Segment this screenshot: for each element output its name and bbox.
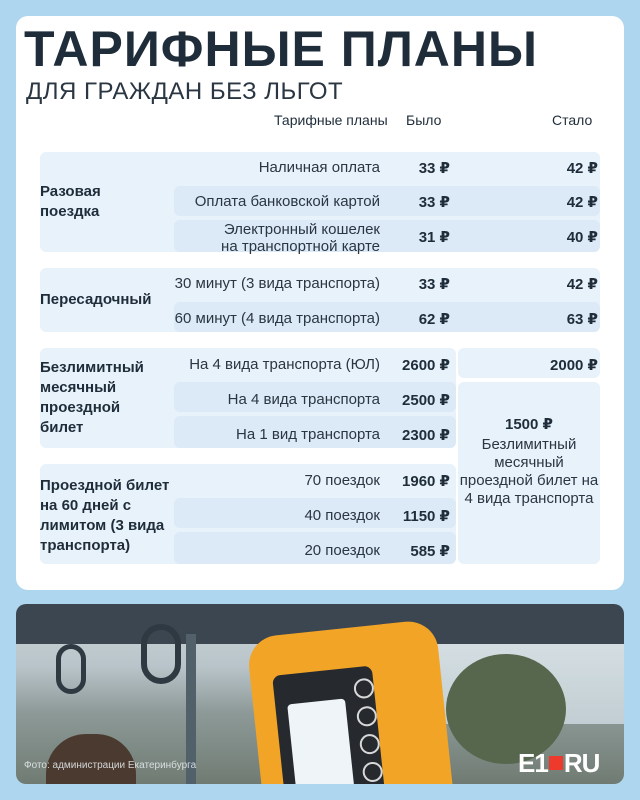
row-was: 33 ₽ <box>418 160 450 177</box>
row-was: 31 ₽ <box>418 229 450 246</box>
handle-icon <box>56 644 86 694</box>
handle-icon <box>141 624 181 684</box>
row-name: Электронный кошелек на транспортной карте <box>221 221 380 255</box>
row-name: 40 поездок <box>304 507 380 524</box>
row-was: 62 ₽ <box>418 311 450 328</box>
col-header-plans: Тарифные планы <box>274 112 388 128</box>
row-was: 1150 ₽ <box>402 508 450 525</box>
merged-now-text <box>458 416 600 508</box>
row-name: 70 поездок <box>304 472 380 489</box>
row-name: На 4 вида транспорта (ЮЛ) <box>189 356 380 373</box>
page-subtitle: ДЛЯ ГРАЖДАН БЕЗ ЛЬГОТ <box>26 78 344 105</box>
row-now: 42 ₽ <box>566 160 598 177</box>
row-was: 2500 ₽ <box>402 392 450 409</box>
group-label: Пересадочный <box>40 291 152 308</box>
page-title: ТАРИФНЫЕ ПЛАНЫ <box>24 21 538 77</box>
row-name: На 1 вид транспорта <box>236 426 380 443</box>
logo-part-a: E1 <box>518 748 548 778</box>
row-name: Оплата банковской картой <box>194 193 380 210</box>
logo-square-icon <box>549 756 563 770</box>
row-name: Наличная оплата <box>258 159 380 176</box>
row-name: 30 минут (3 вида транспорта) <box>174 275 380 292</box>
merged-now-description: Безлимитный месячный проездной билет на 4 вида транспорта <box>459 436 599 507</box>
row-was: 1960 ₽ <box>402 473 450 490</box>
card-validator <box>246 619 456 784</box>
row-was: 2300 ₽ <box>402 427 450 444</box>
photo-passenger <box>46 734 136 784</box>
e1-logo <box>518 748 599 779</box>
row-name: На 4 вида транспорта <box>227 391 380 408</box>
row-now: 2000 ₽ <box>550 357 598 374</box>
group-label: Проездной билет на 60 дней с лимитом (3 вида транспорта) <box>40 477 170 554</box>
col-header-now: Стало <box>552 112 593 128</box>
row-now: 40 ₽ <box>566 229 598 246</box>
row-now: 42 ₽ <box>566 194 598 211</box>
row-was: 585 ₽ <box>410 543 450 560</box>
row-name: 20 поездок <box>304 542 380 559</box>
group-label: Разовая поездка <box>40 183 101 220</box>
table-row <box>174 152 600 182</box>
group-label: Безлимитный месячный проездной билет <box>40 359 144 436</box>
row-now: 63 ₽ <box>566 311 598 328</box>
row-now: 42 ₽ <box>566 276 598 293</box>
merged-now-price: 1500 ₽ <box>505 416 553 433</box>
col-header-was: Было <box>406 112 442 128</box>
photo-credit: Фото: администрации Екатеринбурга <box>24 760 197 771</box>
row-was: 2600 ₽ <box>402 357 450 374</box>
logo-part-b: RU <box>563 748 600 778</box>
row-was: 33 ₽ <box>418 276 450 293</box>
row-name: 60 минут (4 вида транспорта) <box>174 310 380 327</box>
row-was: 33 ₽ <box>418 194 450 211</box>
